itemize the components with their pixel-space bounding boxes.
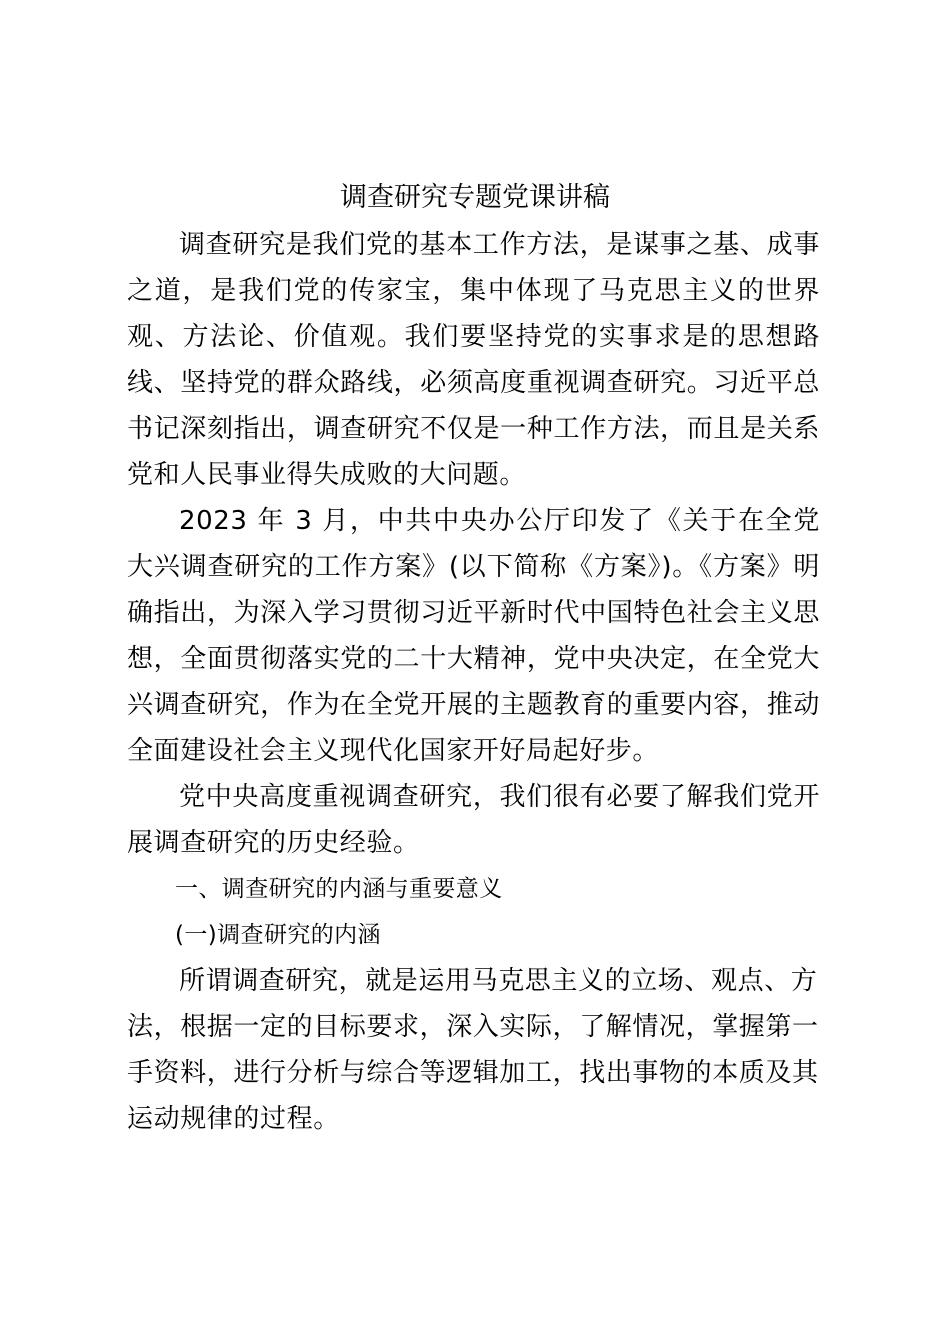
paragraph-intro: 调查研究是我们党的基本工作方法，是谋事之基、成事之道，是我们党的传家宝，集中体现了马克思主义的世界观、方法论、价值观。我们要坚持党的实事求是的思想路线、坚持党的群众路线，必须高度重视调查研究。习近平总书记深刻指出，调查研究不仅是一种工作方法，而且是关系党和人民事业得失成败的大问题。 <box>127 230 820 490</box>
document-body <box>127 222 820 1142</box>
paragraph-definition: 所谓调查研究，就是运用马克思主义的立场、观点、方法，根据一定的目标要求，深入实际，了解情况，掌握第一手资料，进行分析与综合等逻辑加工，找出事物的本质及其运动规律的过程。 <box>127 966 819 1134</box>
paragraph-history: 党中央高度重视调查研究，我们很有必要了解我们党开展调查研究的历史经验。 <box>127 782 820 858</box>
paragraph-plan: 2023 年 3 月，中共中央办公厅印发了《关于在全党大兴调查研究的工作方案》(以下简称《方案》)。《方案》明确指出，为深入学习贯彻习近平新时代中国特色社会主义思想，全面贯彻落实党的二十大精神，党中央决定，在全党大兴调查研究，作为在全党开展的主题教育的重要内容，推动全面建设社会主义现代化国家开好局起好步。 <box>127 506 820 766</box>
document-title: 调查研究专题党课讲稿 <box>340 182 610 213</box>
subsection-heading: (一)调查研究的内涵 <box>175 922 381 948</box>
section-heading: 一、调查研究的内涵与重要意义 <box>175 876 503 902</box>
